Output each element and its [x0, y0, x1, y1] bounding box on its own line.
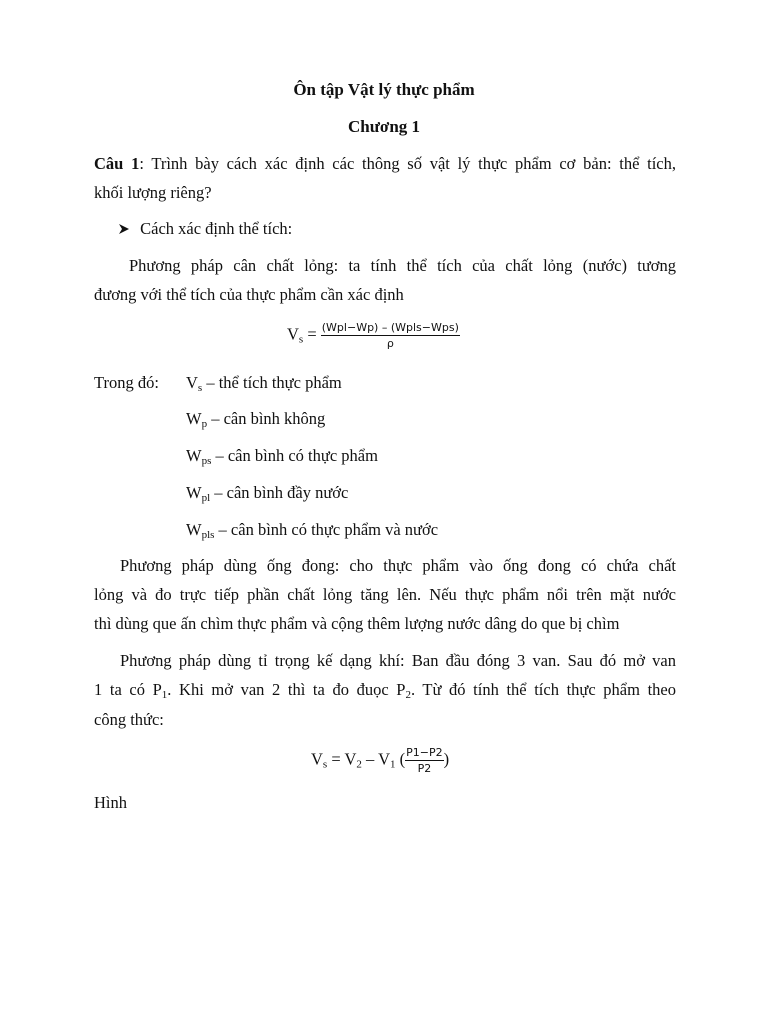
para3-line-3: công thức: — [94, 710, 164, 729]
para1-line-1: Phương pháp cân chất lỏng: ta tính thể tích của chất lỏng (nước) tương — [129, 256, 676, 275]
figure-label: Hình — [94, 793, 127, 812]
para3-text-b: . Khi mở van 2 thì ta đo đuọc P — [167, 680, 406, 699]
question-text-1: : Trình bày cách xác định các thông số vật lý thực phẩm cơ bản: thể tích, — [139, 154, 676, 173]
where-item-vs — [186, 373, 342, 394]
para2-line-2: lỏng và đo trực tiếp phần chất lỏng tăng lên. Nếu thực phẩm nổi trên mặt nước — [94, 585, 676, 604]
formula-volume-gas — [311, 746, 449, 775]
para2-line-1: Phương pháp dùng ống đong: cho thực phẩm vào ống đong có chứa chất — [120, 556, 676, 575]
formula1-eq: = — [303, 324, 321, 344]
formula2-denominator: P2 — [417, 762, 432, 775]
bullet-text: Cách xác định thể tích: — [140, 219, 293, 238]
where-item-symbol: W — [186, 409, 202, 428]
formula2-v1-sub: 1 — [390, 758, 396, 771]
formula-volume-balance — [287, 321, 460, 350]
question-line-1 — [94, 154, 676, 174]
formula1-denominator: ρ — [386, 337, 394, 350]
formula1-numerator: (Wpl−Wp) – (Wpls−Wps) — [321, 321, 459, 334]
where-item-desc: – cân bình không — [207, 409, 326, 428]
formula1-fraction — [321, 321, 460, 350]
where-item-sub: s — [197, 382, 203, 394]
where-item-symbol: V — [186, 373, 198, 392]
formula1-lhs-sub: s — [298, 333, 304, 346]
where-item-symbol: W — [186, 446, 202, 465]
para3-sub-1: 1 — [161, 689, 168, 701]
formula2-v1: – V — [361, 749, 391, 769]
where-item-desc: – cân bình có thực phẩm — [211, 446, 378, 465]
question-line-2: khối lượng riêng? — [94, 183, 212, 202]
formula2-v2-sub: 2 — [356, 758, 362, 771]
para2-line-3: thì dùng que ấn chìm thực phẩm và cộng thêm lượng nước dâng do que bị chìm — [94, 614, 620, 633]
where-item-wp — [186, 409, 325, 430]
document-title: Ôn tập Vật lý thực phẩm — [293, 80, 475, 99]
bullet-item — [118, 219, 292, 239]
para3-line-1: Phương pháp dùng tỉ trọng kế dạng khí: Ban đầu đóng 3 van. Sau đó mở van — [120, 651, 676, 670]
where-item-sub: pls — [201, 529, 215, 541]
question-label: Câu 1 — [94, 154, 140, 173]
formula2-fraction — [405, 746, 443, 775]
where-item-desc: – cân bình có thực phẩm và nước — [214, 520, 439, 539]
para3-line-2 — [94, 680, 676, 701]
where-item-symbol: W — [186, 483, 202, 502]
where-item-sub: p — [201, 418, 208, 430]
where-item-desc: – thể tích thực phẩm — [202, 373, 342, 392]
arrow-bullet-icon — [118, 223, 130, 235]
formula2-numerator: P1−P2 — [406, 746, 443, 759]
formula2-close-paren: ) — [443, 749, 450, 769]
formula1-lhs: V — [287, 324, 299, 344]
formula2-lhs-sub: s — [322, 758, 328, 771]
formula2-lhs: V — [311, 749, 323, 769]
where-item-desc: – cân bình đầy nước — [210, 483, 349, 502]
where-item-wpl — [186, 483, 348, 504]
para3-sub-2: 2 — [405, 689, 411, 701]
where-item-symbol: W — [186, 520, 202, 539]
para1-line-2: đương với thể tích của thực phẩm cần xác định — [94, 285, 404, 304]
where-item-sub: ps — [201, 455, 212, 467]
chapter-heading: Chương 1 — [347, 117, 421, 136]
para3-text-a: 1 ta có P — [94, 680, 162, 699]
where-item-wps — [186, 446, 378, 467]
formula2-v2: = V — [327, 749, 357, 769]
para3-text-c: . Từ đó tính thể tích thực phẩm theo — [410, 680, 676, 699]
where-label: Trong đó: — [94, 373, 159, 392]
where-item-wpls — [186, 520, 438, 541]
formula2-open-paren: ( — [395, 749, 406, 769]
where-item-sub: pl — [201, 492, 211, 504]
